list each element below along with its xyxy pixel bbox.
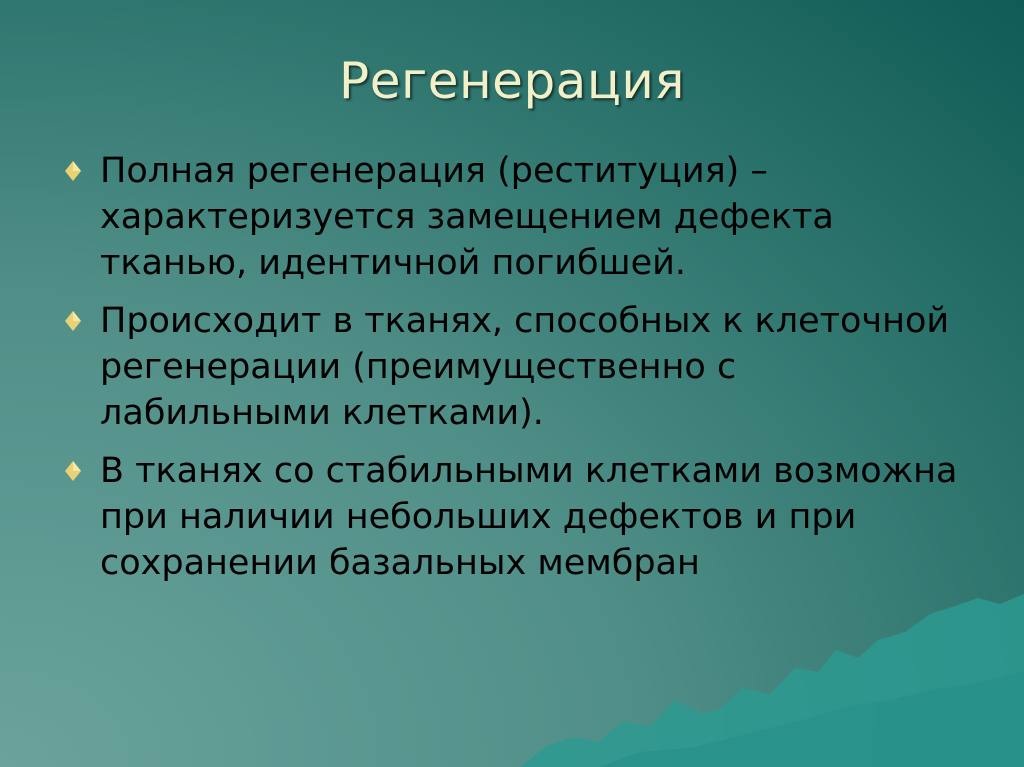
diamond-bullet-icon <box>62 157 84 185</box>
bullet-text: Происходит в тканях, способных к клеточной регенерации (преимущественно с лабильными клетками). <box>100 301 950 433</box>
bullet-item <box>62 448 962 586</box>
bullet-item <box>62 298 962 436</box>
bullet-text: Полная регенерация (реституция) – характеризуется замещением дефекта тканью, идентичной погибшей. <box>100 151 834 283</box>
bullet-list <box>62 148 962 598</box>
diamond-bullet-icon <box>62 457 84 485</box>
bullet-text: В тканях со стабильными клетками возможна при наличии небольших дефектов и при сохранении базальных мембран <box>100 451 958 583</box>
diamond-bullet-icon <box>62 307 84 335</box>
bullet-item <box>62 148 962 286</box>
slide-title: Регенерация <box>339 52 685 110</box>
